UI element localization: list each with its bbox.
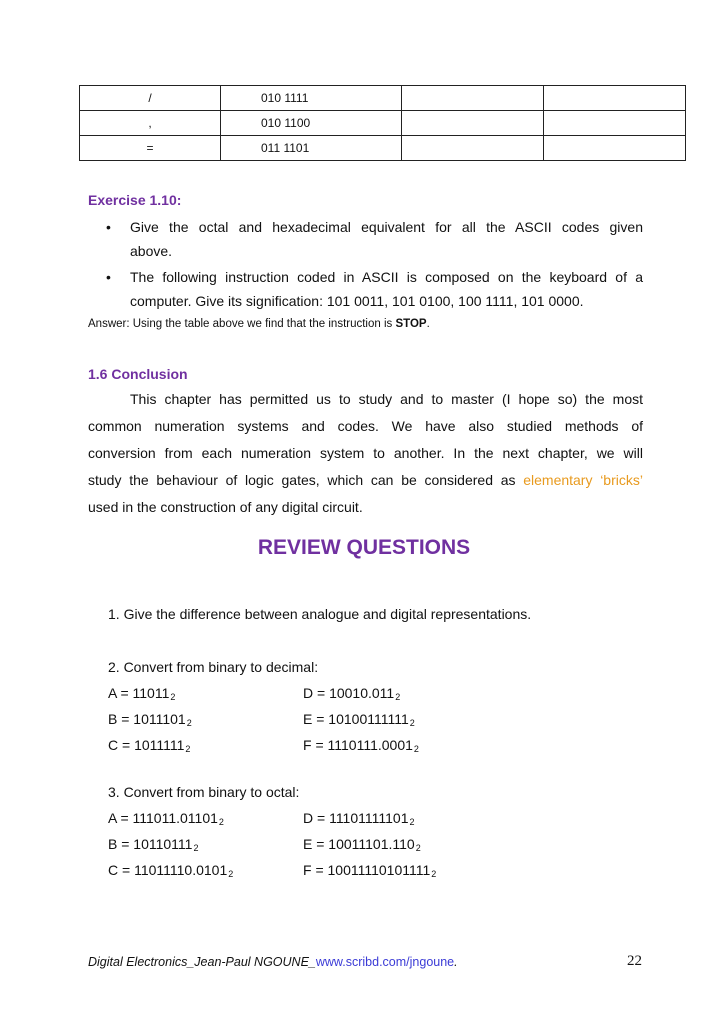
list-item <box>106 265 643 289</box>
list-item-text: above. <box>130 243 173 259</box>
section-title: 1.6 Conclusion <box>88 366 188 382</box>
answer-item: $A = 111011.01101_2$ <box>108 810 224 827</box>
review-title: REVIEW QUESTIONS <box>257 536 471 559</box>
footer-text: Digital Electronics_Jean-Paul NGOUNE_www.scribd.com/jngoune. <box>88 955 458 969</box>
bullet-icon: • <box>106 269 111 285</box>
question-2: 2. Convert from binary to decimal: <box>108 659 319 675</box>
list-item-text: Give the octal and hexadecimal equivalent for all the ASCII codes given <box>130 219 643 235</box>
table-cell: / <box>80 86 221 111</box>
paragraph-line: used in the construction of any digital circuit. <box>88 499 363 515</box>
answer-item: $F = 10011110101111_2$ <box>303 862 437 879</box>
paragraph-line: conversion from each numeration system to another. In the next chapter, we will <box>88 445 643 461</box>
paragraph-line: study the behaviour of logic gates, which can be considered as elementary ‘bricks’ <box>88 472 643 488</box>
list-item <box>106 215 643 239</box>
paragraph-line: common numeration systems and codes. We have also studied methods of <box>88 418 643 434</box>
answer-item: $C = 11011110.0101_2$ <box>108 862 234 879</box>
answer-word: STOP <box>395 318 427 330</box>
table-cell <box>544 86 686 111</box>
answer-item: $B = 1011101_2$ <box>108 711 192 728</box>
answer-item: $B = 10110111_2$ <box>108 836 199 853</box>
table-cell: = <box>80 136 221 161</box>
table-cell <box>402 111 544 136</box>
answer-item: $F = 1110111.0001_2$ <box>303 737 419 754</box>
exercise-title: Exercise 1.10: <box>88 192 182 208</box>
list-item-text: computer. Give its signification: 101 0011, 101 0100, 100 1111, 101 0000. <box>130 293 584 309</box>
question-3: 3. Convert from binary to octal: <box>108 784 300 800</box>
table-cell: , <box>80 111 221 136</box>
table-cell <box>402 86 544 111</box>
answer-item: $E = 10100111111_2$ <box>303 711 415 728</box>
list-item-text: The following instruction coded in ASCII is composed on the keyboard of a <box>130 269 643 285</box>
table-cell: 011 1101 <box>221 136 402 161</box>
table-cell <box>544 111 686 136</box>
table-row <box>80 86 686 111</box>
table-cell: 010 1111 <box>221 86 402 111</box>
highlight-text: elementary ‘bricks’ <box>523 472 643 488</box>
answer-item: $D = 11101111101_2$ <box>303 810 415 827</box>
bullet-icon: • <box>106 219 111 235</box>
answer-item: $D = 10010.011_2$ <box>303 685 401 702</box>
table-row <box>80 111 686 136</box>
table-row <box>80 136 686 161</box>
footer-link[interactable]: www.scribd.com/jngoune <box>315 955 455 969</box>
table-cell <box>544 136 686 161</box>
paragraph-line: This chapter has permitted us to study and to master (I hope so) the most <box>130 391 643 407</box>
answer-text: Answer: Using the table above we find that the instruction is STOP. <box>88 318 430 330</box>
ascii-table <box>79 85 686 161</box>
question-1: 1. Give the difference between analogue and digital representations. <box>108 606 532 622</box>
table-cell: 010 1100 <box>221 111 402 136</box>
page-number: 22 <box>627 953 642 969</box>
answer-item: $E = 10011101.110_2$ <box>303 836 421 853</box>
answer-item: $C = 1011111_2$ <box>108 737 191 754</box>
answer-item: $A = 11011_2$ <box>108 685 176 702</box>
table-cell <box>402 136 544 161</box>
